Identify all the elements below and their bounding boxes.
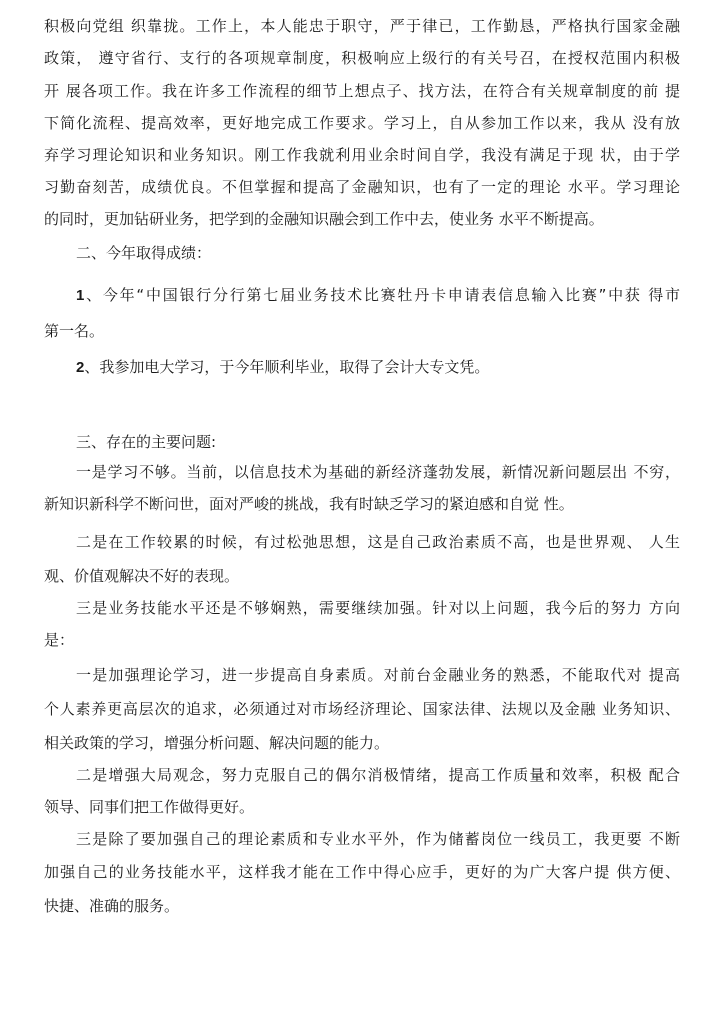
section-heading-achievements: 二、今年取得成绩： <box>76 244 212 262</box>
achievement-1-number: 1 <box>76 287 85 304</box>
effort-1-line-3: 相关政策的学习，增强分析问题、解决问题的能力。 <box>44 734 390 752</box>
intro-line-4: 下简化流程、提高效率，更好地完成工作要求。学习上，自从参加工作以来，我从 没有放 <box>44 114 680 132</box>
problem-1-line-2: 新知识新科学不断问世，面对严峻的挑战，我有时缺乏学习的紧迫感和自觉 性。 <box>44 495 574 513</box>
intro-line-1: 积极向党组 织靠拢。工作上，本人能忠于职守，严于律已，工作勤恳，严格执行国家金融 <box>44 17 680 35</box>
achievement-2-number: 2 <box>76 359 85 376</box>
effort-2-line-1: 二是增强大局观念，努力克服自己的偶尔消极情绪，提高工作质量和效率，积极 配合 <box>76 766 680 784</box>
effort-1-line-1: 一是加强理论学习，进一步提高自身素质。对前台金融业务的熟悉，不能取代对 提高 <box>76 666 680 684</box>
achievement-1-text: 、今年“中国银行分行第七届业务技术比赛牡丹卡申请表信息输入比赛”中获 得市 <box>84 286 680 304</box>
achievement-2-text: 、我参加电大学习，于今年顺利毕业，取得了会计大专文凭。 <box>84 358 490 376</box>
problem-3-line-2: 是： <box>44 631 75 649</box>
effort-2-line-2: 领导、同事们把工作做得更好。 <box>44 798 255 816</box>
effort-3-line-2: 加强自己的业务技能水平，这样我才能在工作中得心应手，更好的为广大客户提 供方便、 <box>44 863 680 881</box>
achievement-1-line-2: 第一名。 <box>44 322 105 340</box>
intro-line-6: 习勤奋刻苦，成绩优良。不但掌握和提高了金融知识，也有了一定的理论 水平。学习理论 <box>44 178 680 196</box>
achievement-2-line-1 <box>76 357 724 378</box>
effort-1-line-2: 个人素养更高层次的追求，必须通过对市场经济理论、国家法律、法规以及金融 业务知识、 <box>44 700 680 718</box>
problem-2-line-2: 观、价值观解决不好的表现。 <box>44 567 240 585</box>
intro-line-2: 政策， 遵守省行、支行的各项规章制度，积极响应上级行的有关号召，在授权范围内积极 <box>44 49 680 67</box>
achievement-1-line-1 <box>76 285 680 306</box>
intro-line-5: 弃学习理论知识和业务知识。刚工作我就利用业余时间自学，我没有满足于现 状，由于学 <box>44 146 680 164</box>
intro-line-7: 的同时，更加钻研业务，把学到的金融知识融会到工作中去，使业务 水平不断提高。 <box>44 210 604 228</box>
problem-1-line-1: 一是学习不够。当前，以信息技术为基础的新经济蓬勃发展，新情况新问题层出 不穷， <box>76 463 680 481</box>
section-heading-problems: 三、存在的主要问题: <box>76 433 217 451</box>
intro-line-3: 开 展各项工作。我在许多工作流程的细节上想点子、找方法，在符合有关规章制度的前 提 <box>44 82 680 100</box>
effort-3-line-3: 快捷、准确的服务。 <box>44 897 180 915</box>
problem-3-line-1: 三是业务技能水平还是不够娴熟，需要继续加强。针对以上问题，我今后的努力 方向 <box>76 599 680 617</box>
problem-2-line-1: 二是在工作较累的时候，有过松弛思想，这是自己政治素质不高，也是世界观、 人生 <box>76 533 680 551</box>
effort-3-line-1: 三是除了要加强自己的理论素质和专业水平外，作为储蓄岗位一线员工，我更要 不断 <box>76 830 680 848</box>
